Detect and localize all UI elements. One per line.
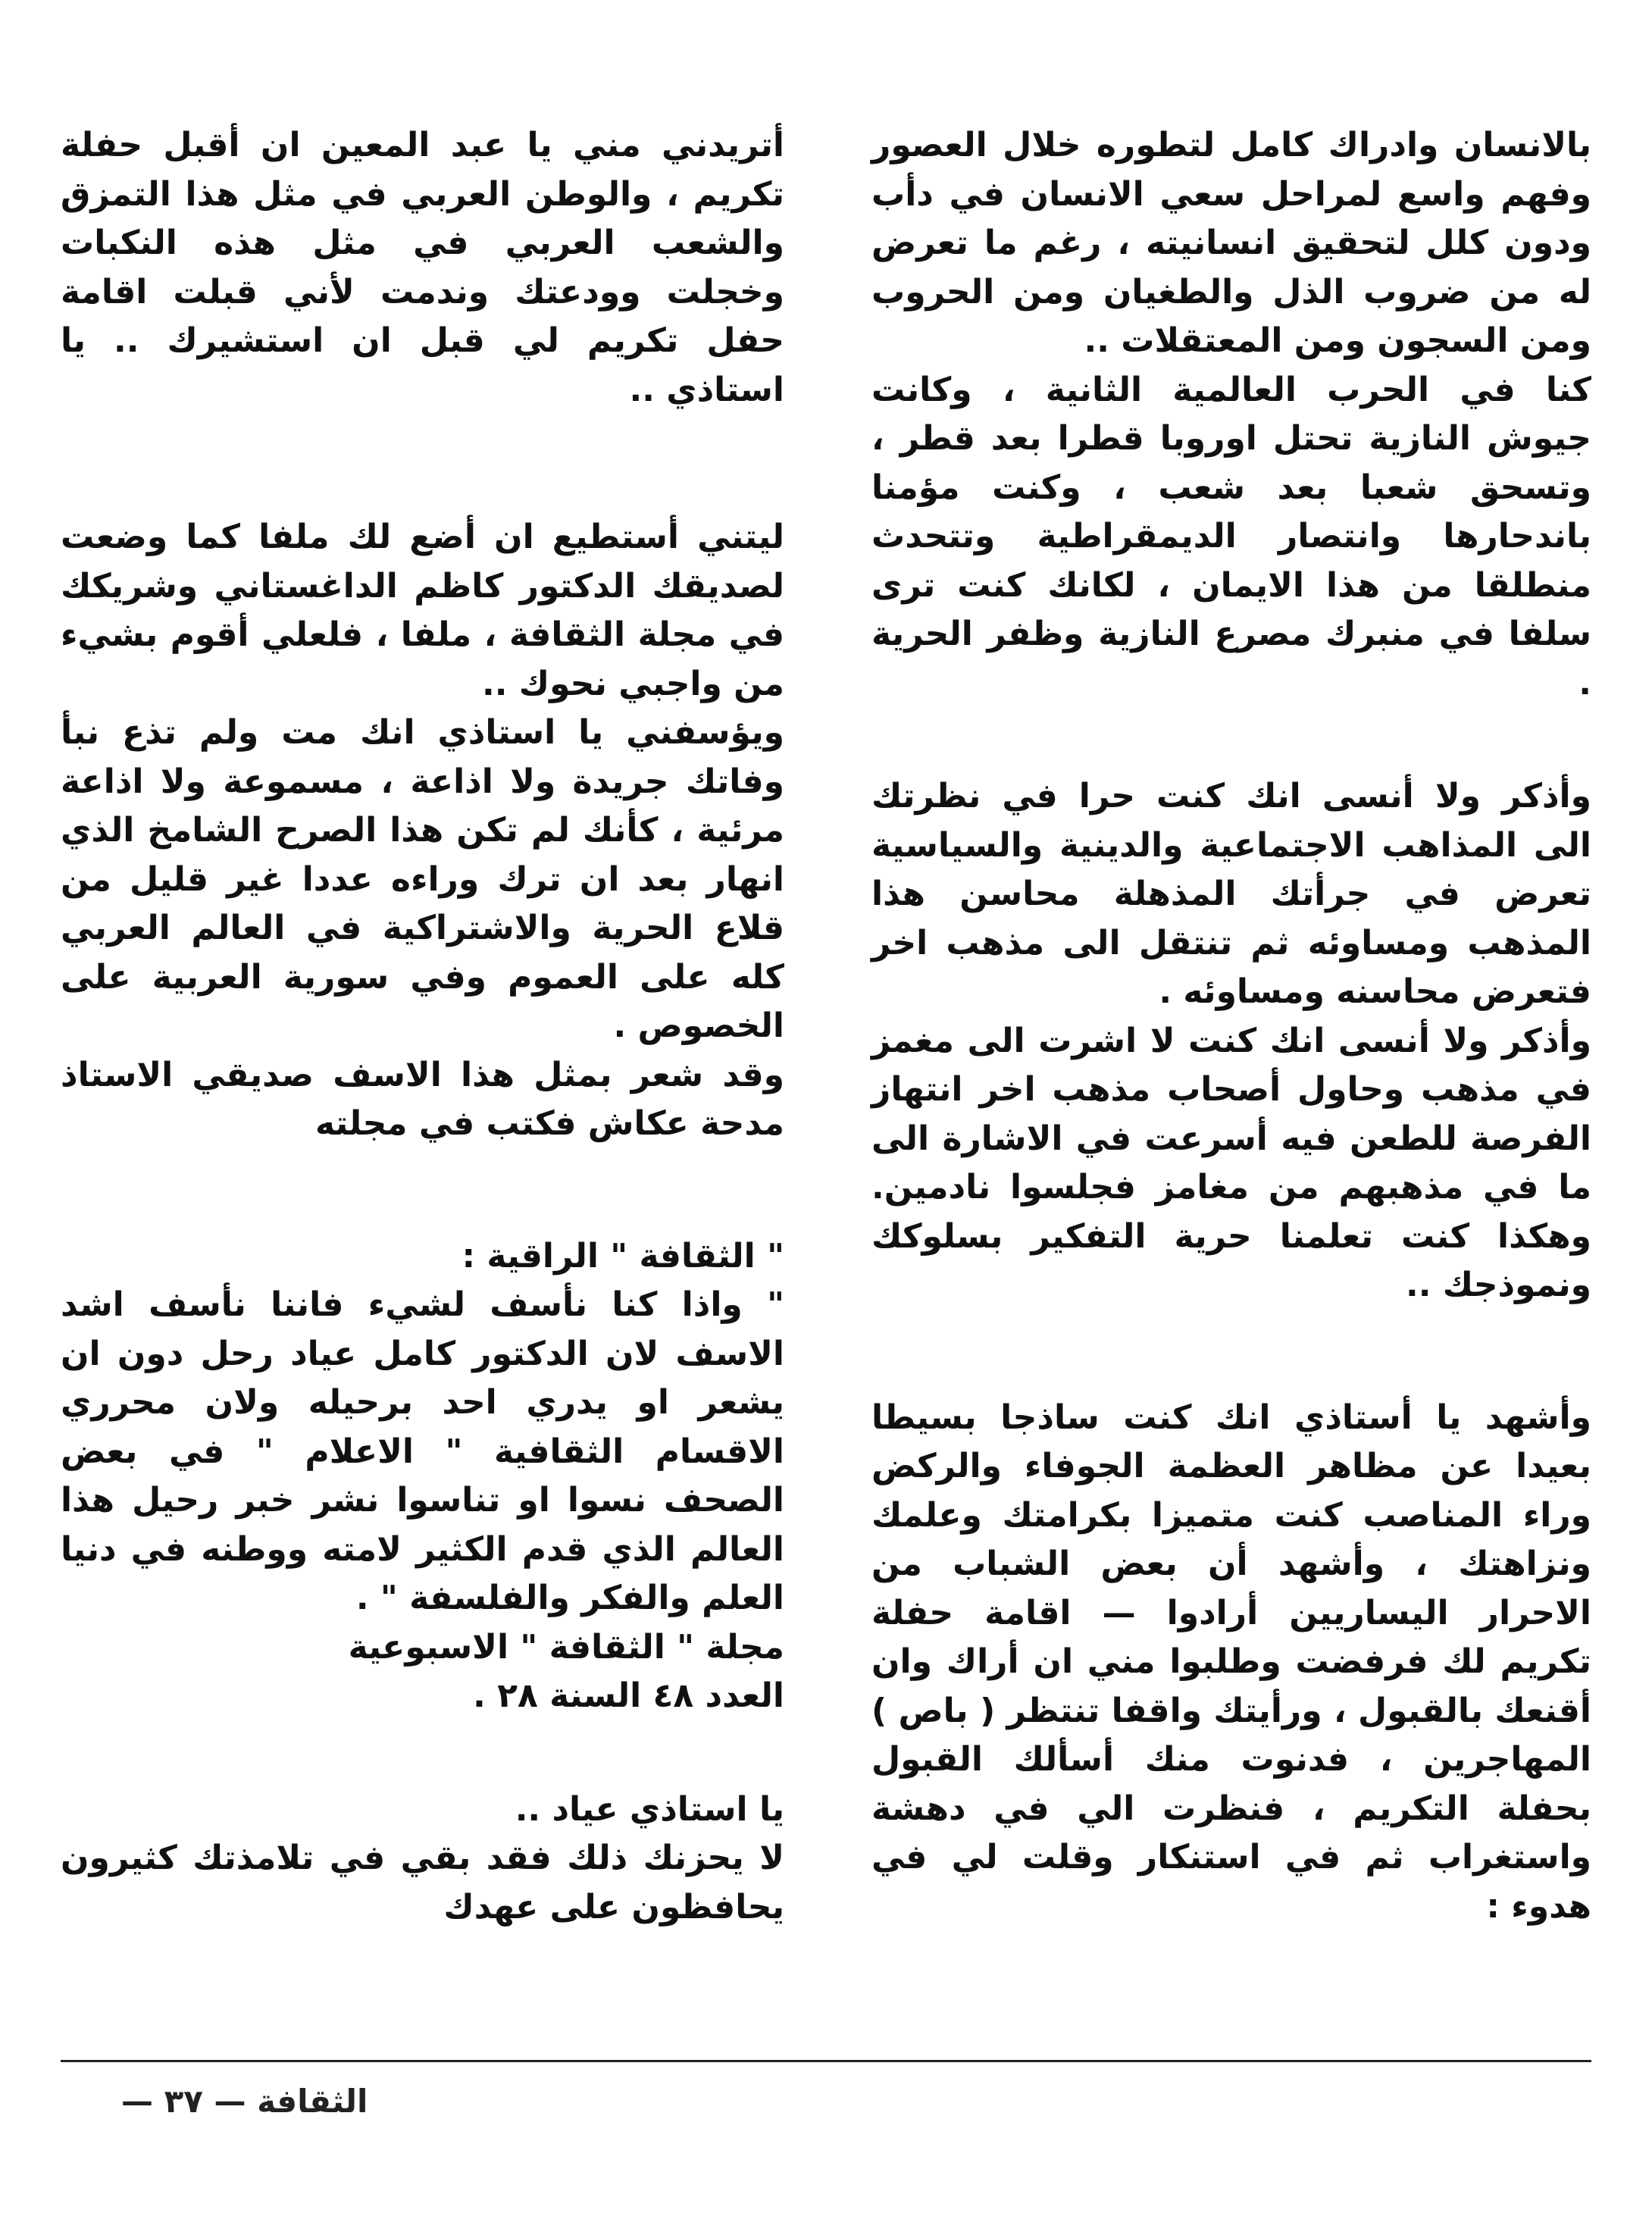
footer-divider (61, 2060, 1591, 2062)
paragraph: بالانسان وادراك كامل لتطوره خلال العصور وفهم واسع لمراحل سعي الانسان في دأب ودون كلل لتحقيق انسانيته ، رغم ما تعرض له من ضروب الذل والطغيان ومن الحروب ومن السجون ومن المعتقلات .. (871, 126, 1591, 360)
paragraph-spacer (61, 1149, 784, 1232)
right-column (871, 121, 1591, 1931)
quote-source-heading: " الثقافة " الراقية : (461, 1236, 784, 1276)
paragraph: ليتني أستطيع ان أضع لك ملفا كما وضعت لصديقك الدكتور كاظم الداغستاني وشريكك في مجلة الثقافة ، ملفا ، فلعلي أقوم بشيء من واجبي نحوك .. (61, 518, 784, 703)
paragraph: لا يحزنك ذلك فقد بقي في تلامذتك كثيرون يحافظون على عهدك (61, 1839, 784, 1927)
paragraph-spacer (871, 1310, 1591, 1394)
paragraph: أتريدني مني يا عبد المعين ان أقبل حفلة تكريم ، والوطن العربي في مثل هذا التمزق والشعب العربي في مثل هذه النكبات وخجلت وودعتك وندمت لأني قبلت اقامة حفل تكريم لي قبل ان استشيرك .. يا استاذي .. (61, 126, 784, 409)
paragraph: وأشهد يا أستاذي انك كنت ساذجا بسيطا بعيدا عن مظاهر العظمة الجوفاء والركض وراء المناصب كنت متميزا بكرامتك وعلمك ونزاهتك ، وأشهد أن بعض الشباب من الاحرار اليساريين أرادوا — اقامة حفلة تكريم لك فرفضت وطلبوا مني ان أراك وان أقنعك بالقبول ، ورأيتك واقفا تنتظر ( باص ) المهاجرين ، فدنوت منك أسألك القبول بحفلة التكريم ، فنظرت الي في دهشة واستغراب ثم في استنكار وقلت لي في هدوء : (871, 1398, 1591, 1926)
paragraph: وأذكر ولا أنسى انك كنت لا اشرت الى مغمز في مذهب وحاول أصحاب مذهب اخر انتهاز الفرصة للطعن فيه أسرعت في الاشارة الى ما في مذهبهم من مغامز فجلسوا نادمين. وهكذا كنت تعلمنا حرية التفكير بسلوكك ونموذجك .. (871, 1021, 1591, 1304)
paragraph: ويؤسفني يا استاذي انك مت ولم تذع نبأ وفاتك جريدة ولا اذاعة ، مسموعة ولا اذاعة مرئية ، كأنك لم تكن هذا الصرح الشامخ الذي انهار بعد ان ترك وراءه عددا غير قليل من قلاع الحرية والاشتراكية في العالم العربي كله على العموم وفي سورية العربية على الخصوص . (61, 713, 784, 1045)
quotation: " واذا كنا نأسف لشيء فاننا نأسف اشد الاسف لان الدكتور كامل عياد رحل دون ان يشعر او يدري احد برحيله ولان محرري الاقسام الثقافية " الاعلام " في بعض الصحف نسوا او تناسوا نشر خبر رحيل هذا العالم الذي قدم الكثير لامته ووطنه في دنيا العلم والفكر والفلسفة " . (61, 1285, 784, 1617)
paragraph-spacer (61, 1721, 784, 1786)
citation-line: مجلة " الثقافة " الاسبوعية (348, 1627, 784, 1667)
left-column (61, 121, 784, 1932)
page-footer: الثقافة — ٣٧ — (121, 2083, 368, 2120)
paragraph: كنا في الحرب العالمية الثانية ، وكانت جيوش النازية تحتل اوروبا قطرا بعد قطر ، وتسحق شعبا بعد شعب ، وكنت مؤمنا باندحارها وانتصار الديمقراطية وتتحدث منطلقا من هذا الايمان ، لكانك كنت ترى سلفا في منبرك مصرع النازية وظفر الحرية . (871, 370, 1591, 703)
paragraph-spacer (61, 415, 784, 513)
paragraph: وقد شعر بمثل هذا الاسف صديقي الاستاذ مدحة عكاش فكتب في مجلته (61, 1055, 784, 1143)
paragraph: وأذكر ولا أنسى انك كنت حرا في نظرتك الى المذاهب الاجتماعية والدينية والسياسية تعرض في جرأتك المذهلة محاسن هذا المذهب ومساوئه ثم تنتقل الى مذهب اخر فتعرض محاسنه ومساوئه . (871, 777, 1591, 1011)
citation-line: العدد ٤٨ السنة ٢٨ . (473, 1676, 784, 1715)
paragraph-spacer (871, 708, 1591, 772)
paragraph: يا استاذي عياد .. (515, 1789, 784, 1829)
